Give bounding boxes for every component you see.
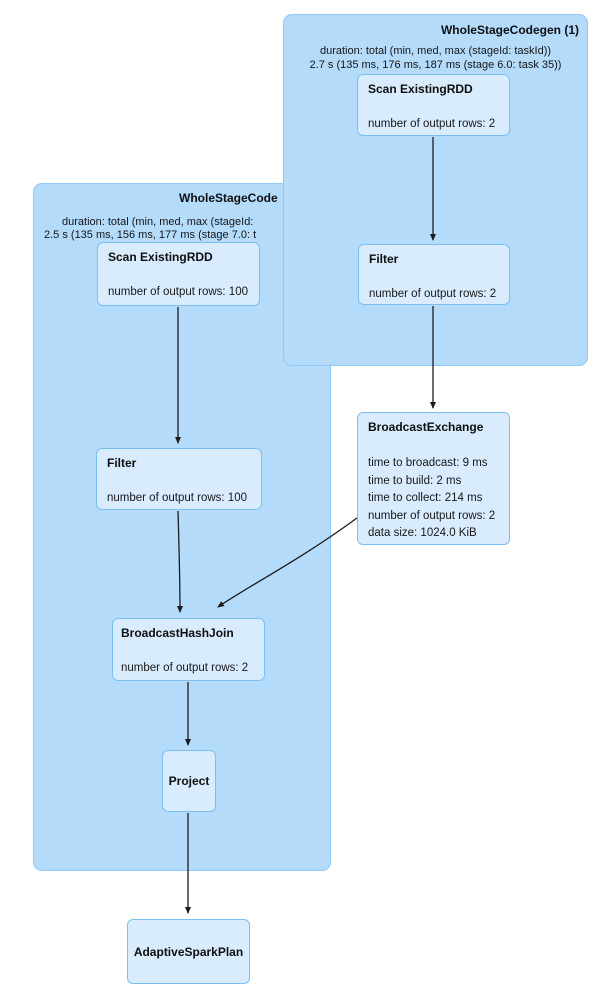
node-title: Scan ExistingRDD (368, 82, 473, 96)
cluster-title: WholeStageCode (179, 191, 278, 205)
node-scan-existingrdd-2[interactable] (97, 242, 260, 306)
node-title: BroadcastHashJoin (121, 626, 234, 640)
node-metrics (369, 287, 499, 301)
cluster-duration-line2: 2.7 s (135 ms, 176 ms, 187 ms (stage 6.0: task 35)) (309, 58, 562, 71)
metric-line: number of output rows: 2 (368, 118, 496, 130)
node-metrics (368, 117, 499, 131)
metric-line: number of output rows: 2 (368, 509, 496, 522)
node-adaptive-spark-plan[interactable] (127, 919, 250, 984)
node-title: Filter (369, 252, 399, 266)
metric-line: number of output rows: 100 (108, 286, 248, 298)
metric-line: time to collect: 214 ms (368, 492, 483, 504)
node-metrics (108, 285, 249, 299)
node-project[interactable] (162, 750, 216, 812)
cluster-duration-line1: duration: total (min, med, max (stageId: (62, 216, 254, 228)
metric-line: number of output rows: 2 (121, 662, 249, 674)
node-broadcast-hash-join[interactable] (112, 618, 265, 681)
cluster-duration-line2: 2.5 s (135 ms, 156 ms, 177 ms (stage 7.0: t (44, 229, 257, 241)
metric-line: time to broadcast: 9 ms (368, 457, 488, 469)
metric-line: number of output rows: 100 (107, 492, 247, 504)
node-title: BroadcastExchange (368, 420, 484, 434)
node-metrics (368, 455, 499, 543)
metric-line: number of output rows: 2 (369, 288, 497, 300)
node-filter-2[interactable] (96, 448, 262, 510)
node-title: Filter (107, 456, 137, 470)
node-filter-1[interactable] (358, 244, 510, 305)
node-scan-existingrdd-1[interactable] (357, 74, 510, 136)
cluster-wholestagecodegen-1 (283, 14, 588, 366)
cluster-duration-line1: duration: total (min, med, max (stageId: taskId)) (319, 45, 552, 57)
node-broadcast-exchange[interactable] (357, 412, 510, 545)
cluster-title: WholeStageCodegen (1) (440, 23, 579, 37)
node-metrics (107, 491, 251, 505)
node-metrics (121, 661, 256, 675)
metric-line: time to build: 2 ms (368, 474, 462, 487)
cluster-duration (284, 45, 587, 72)
node-title: Project (168, 774, 210, 788)
metric-line: data size: 1024.0 KiB (368, 527, 477, 539)
node-title: Scan ExistingRDD (108, 250, 213, 264)
node-title: AdaptiveSparkPlan (133, 944, 244, 959)
